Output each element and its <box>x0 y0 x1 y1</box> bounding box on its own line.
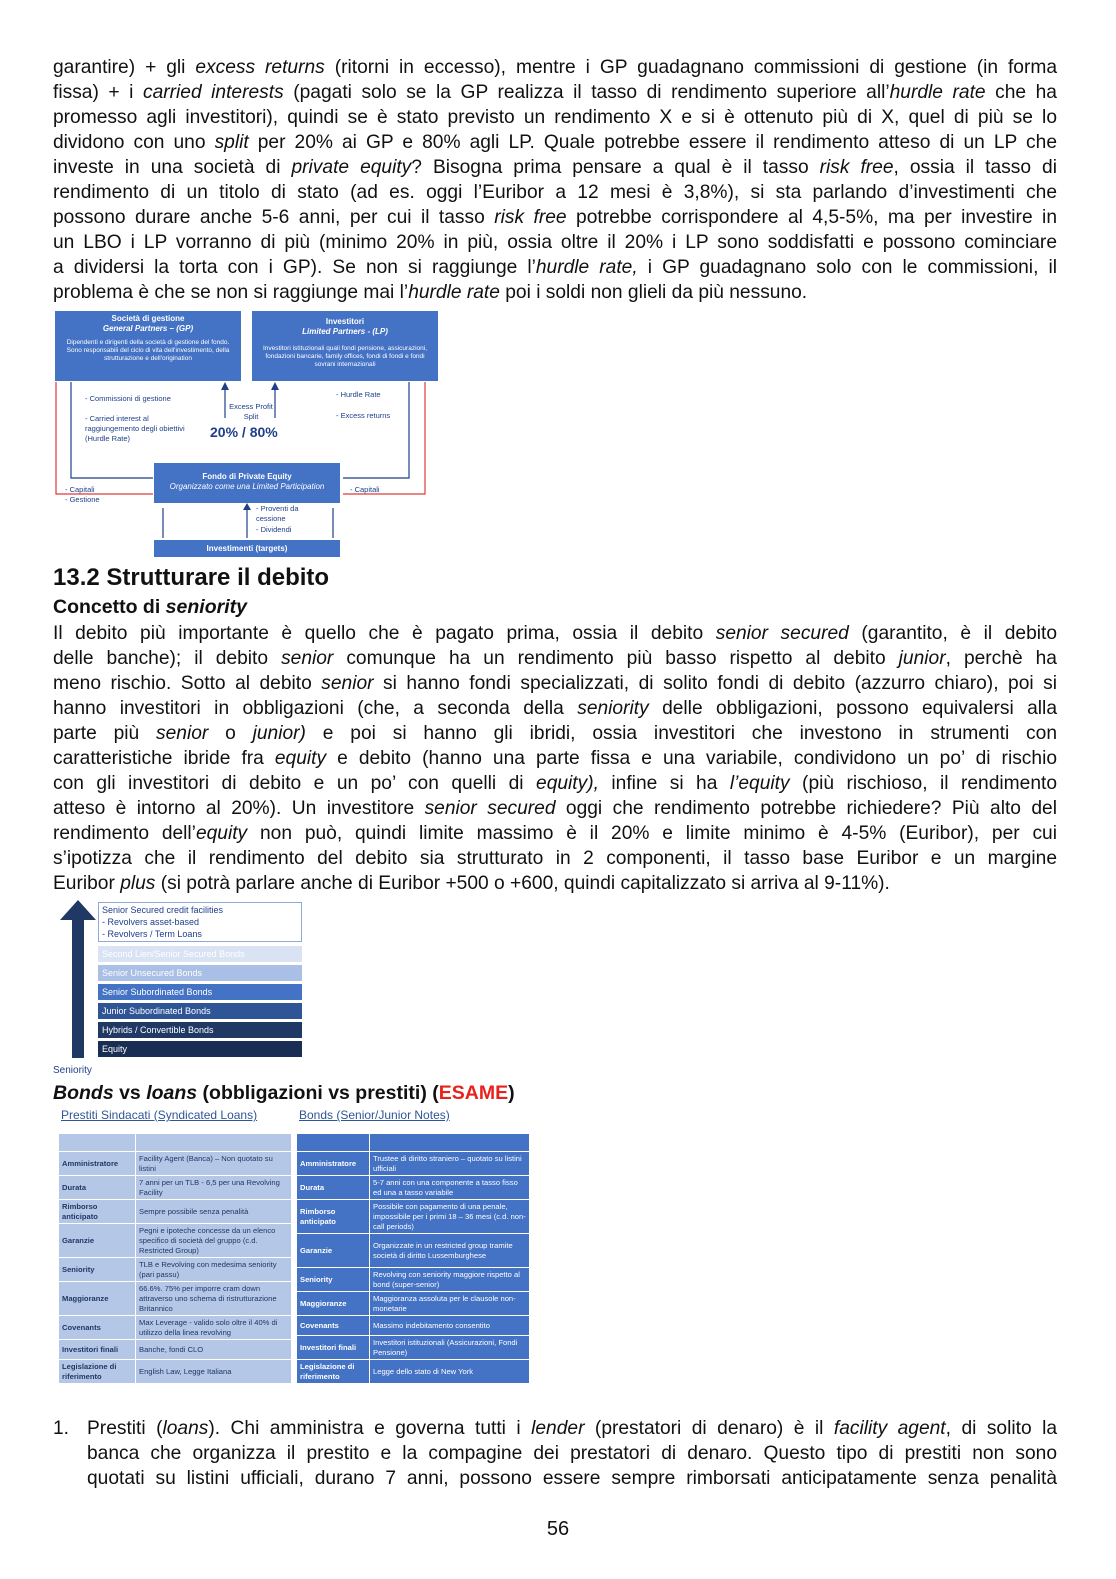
table-row: Maggioranze Maggioranza assoluta per le clausole non-monetarie <box>297 1292 530 1316</box>
loans-table <box>58 1133 292 1384</box>
table-row: Amministratore Trustee di diritto straniero – quotato su listini ufficiali <box>297 1152 530 1176</box>
loans-table-title: Prestiti Sindacati (Syndicated Loans) <box>61 1108 258 1122</box>
stack-row-senior-unsecured: Senior Unsecured Bonds <box>98 965 302 981</box>
excess-profit-split-label: Excess Profit Split <box>229 402 273 421</box>
stack-row-hybrids: Hybrids / Convertible Bonds <box>98 1022 302 1038</box>
table-row: Maggioranze 66.6%. 75% per imporre cram down attraverso uno schema di ristrutturazione Britannico <box>59 1282 292 1316</box>
table-row: Seniority TLB e Revolving con medesima seniority (pari passu) <box>59 1258 292 1282</box>
bonds-table-title: Bonds (Senior/Junior Notes) <box>299 1108 450 1122</box>
bonds-vs-loans-heading: Bonds vs loans (obbligazioni vs prestiti) (ESAME) <box>53 1082 515 1104</box>
targets-box: Investimenti (targets) <box>154 540 340 557</box>
seniority-heading: Concetto di seniority <box>53 596 247 618</box>
lp-item-hurdle: - Hurdle Rate <box>336 390 381 399</box>
private-equity-diagram <box>53 310 443 560</box>
exam-label: ESAME <box>438 1082 509 1104</box>
table-row: Durata 5-7 anni con una componente a tasso fisso ed una a tasso variabile <box>297 1176 530 1200</box>
lp-item-excess: - Excess returns <box>336 411 391 420</box>
gp-box: Società di gestione General Partners – (GP) Dipendenti e dirigenti della società di gestione del fondo. Sono responsabili del ciclo di vita dell'investimento, della strutturazione e dell'origination <box>55 311 241 381</box>
table-row: Covenants Massimo indebitamento consentito <box>297 1316 530 1336</box>
list-item: Prestiti (loans). Chi amministra e governa tutti i lender (prestatori di denaro) è il facility agent, di solito la banca che organizza il prestito e la compagine dei prestatori di denaro. Questo tipo di prestiti non sono quotati su listini ufficiali, durano 7 anni, possono essere sempre rimborsati anticipatamente senza penalità <box>87 1418 1058 1489</box>
table-row: Seniority Revolving con seniority maggiore rispetto al bond (super-senior) <box>297 1268 530 1292</box>
gp-item-fees: - Commissioni di gestione <box>85 394 171 403</box>
intro-paragraph: garantire) + gli excess returns (ritorni in eccesso), mentre i GP guadagnano commissioni di gestione (in forma fissa) + i carried interests (pagati solo se la GP realizza il tasso di rendimento superiore all’hurdle rate che ha promesso agli investitori), quindi se è stato previsto un rendimento X e si è ottenuto più di X, quel di più se lo dividono con uno split per 20% ai GP e 80% agli LP. Quale potrebbe essere il rendimento atteso di un LP che investe in una società di private equity? Bisogna prima pensare a qual è il tasso risk free, ossia il tasso di rendimento di un titolo di stato (ad es. oggi l’Euribor a 12 mesi è 3,8%), si sta parlando d’investimenti che possono durare anche 5-6 anni, per cui il tasso risk free potrebbe corrispondere al 4,5-5%, ma per investire in un LBO i LP vorranno di più (minimo 20% in più, ossia oltre il 20% i LP sono soddisfatti e possono cominciare a dividersi la torta con i GP). Se non si raggiunge l’hurdle rate, i GP guadagnano solo con le commissioni, il problema è che se non si raggiunge mai l’hurdle rate poi i soldi non glieli da più nessuno. <box>53 57 1058 303</box>
table-row: Investitori finali Banche, fondi CLO <box>59 1340 292 1360</box>
loans-table-block <box>58 1108 294 1384</box>
stack-row-second-lien: Second Lien/Senior Secured Bonds <box>98 946 302 962</box>
section-title: 13.2 Strutturare il debito <box>53 564 330 591</box>
stack-row-equity: Equity <box>98 1041 302 1057</box>
right-flow-capital: - Capitali <box>350 485 380 494</box>
table-row: Investitori finali Investitori istituzionali (Assicurazioni, Fondi Pensione) <box>297 1336 530 1360</box>
left-flow-management: - Gestione <box>65 495 100 504</box>
stack-row-junior-subordinated: Junior Subordinated Bonds <box>98 1003 302 1019</box>
table-row: Rimborso anticipato Possibile con pagamento di una penale, impossibile per i primi 18 – 36 mesi (c.d. non-call periods) <box>297 1200 530 1234</box>
list-item-number: 1. <box>53 1418 70 1439</box>
seniority-axis-label: Seniority <box>53 1065 92 1076</box>
seniority-top-box: Senior Secured credit facilities - Revolvers asset-based - Revolvers / Term Loans <box>98 902 302 942</box>
gp-item-carried: - Carried interest al raggiungemento degli obiettivi (Hurdle Rate) <box>85 414 185 443</box>
proceeds-sale: - Proventi da cessione <box>256 504 299 523</box>
table-row: Amministratore Facility Agent (Banca) – Non quotato su listini <box>59 1152 292 1176</box>
lp-box: Investitori Limited Partners - (LP) Investitori istituzionali quali fondi pensione, assicurazioni, fondazioni bancarie, family offices, fondi di fondi e fondi sovrani internazionali <box>252 311 438 381</box>
table-row: Garanzie Organizzate in un restricted group tramite società di diritto Lussemburghese <box>297 1234 530 1268</box>
seniority-arrow-icon <box>60 900 100 1060</box>
seniority-paragraph: Il debito più importante è quello che è pagato prima, ossia il debito senior secured (garantito, è il debito delle banche); il debito senior comunque ha un rendimento più basso rispetto al debito junior, perchè ha meno rischio. Sotto al debito senior si hanno fondi specializzati, di solito fondi di debito (azzurro chiaro), poi si hanno investitori in obbligazioni (che, a seconda della seniority delle obbligazioni, possono equivalersi alla parte più senior o junior) e poi si hanno gli ibridi, ossia investitori che investono in strumenti con caratteristiche ibride fra equity e debito (hanno una parte fissa e una variabile, condividono un po’ di rischio con gli investitori di debito e un po’ con quelli di equity), infine si ha l’equity (più rischioso, il rendimento atteso è intorno al 20%). Un investitore senior secured oggi che rendimento potrebbe richiedere? Più alto del rendimento dell’equity non può, quindi limite massimo è il 20% e limite minimo è 4-5% (Euribor), per cui s’ipotizza che il rendimento del debito sia strutturato in 2 componenti, il tasso base Euribor e un margine Euribor plus (si potrà parlare anche di Euribor +500 o +600, quindi capitalizzato si arriva al 9-11%). <box>53 623 1058 894</box>
table-row: Rimborso anticipato Sempre possibile senza penalità <box>59 1200 292 1224</box>
stack-row-senior-subordinated: Senior Subordinated Bonds <box>98 984 302 1000</box>
split-label: 20% / 80% <box>210 424 278 440</box>
table-row: Legislazione di riferimento Legge dello stato di New York <box>297 1360 530 1384</box>
table-row: Durata 7 anni per un TLB - 6,5 per una Revolving Facility <box>59 1176 292 1200</box>
bonds-table <box>296 1133 530 1384</box>
table-row: Garanzie Pegni e ipoteche concesse da un elenco specifico di società del gruppo (c.d. Restricted Group) <box>59 1224 292 1258</box>
table-row: Legislazione di riferimento English Law, Legge Italiana <box>59 1360 292 1384</box>
proceeds-dividends: - Dividendi <box>256 525 292 534</box>
bonds-table-block <box>296 1108 532 1384</box>
page-number: 56 <box>546 1518 570 1540</box>
table-row: Covenants Max Leverage - valido solo oltre il 40% di utilizzo della linea revolving <box>59 1316 292 1340</box>
fund-box: Fondo di Private Equity Organizzato come una Limited Participation <box>154 463 340 503</box>
left-flow-capital: - Capitali <box>65 485 95 494</box>
